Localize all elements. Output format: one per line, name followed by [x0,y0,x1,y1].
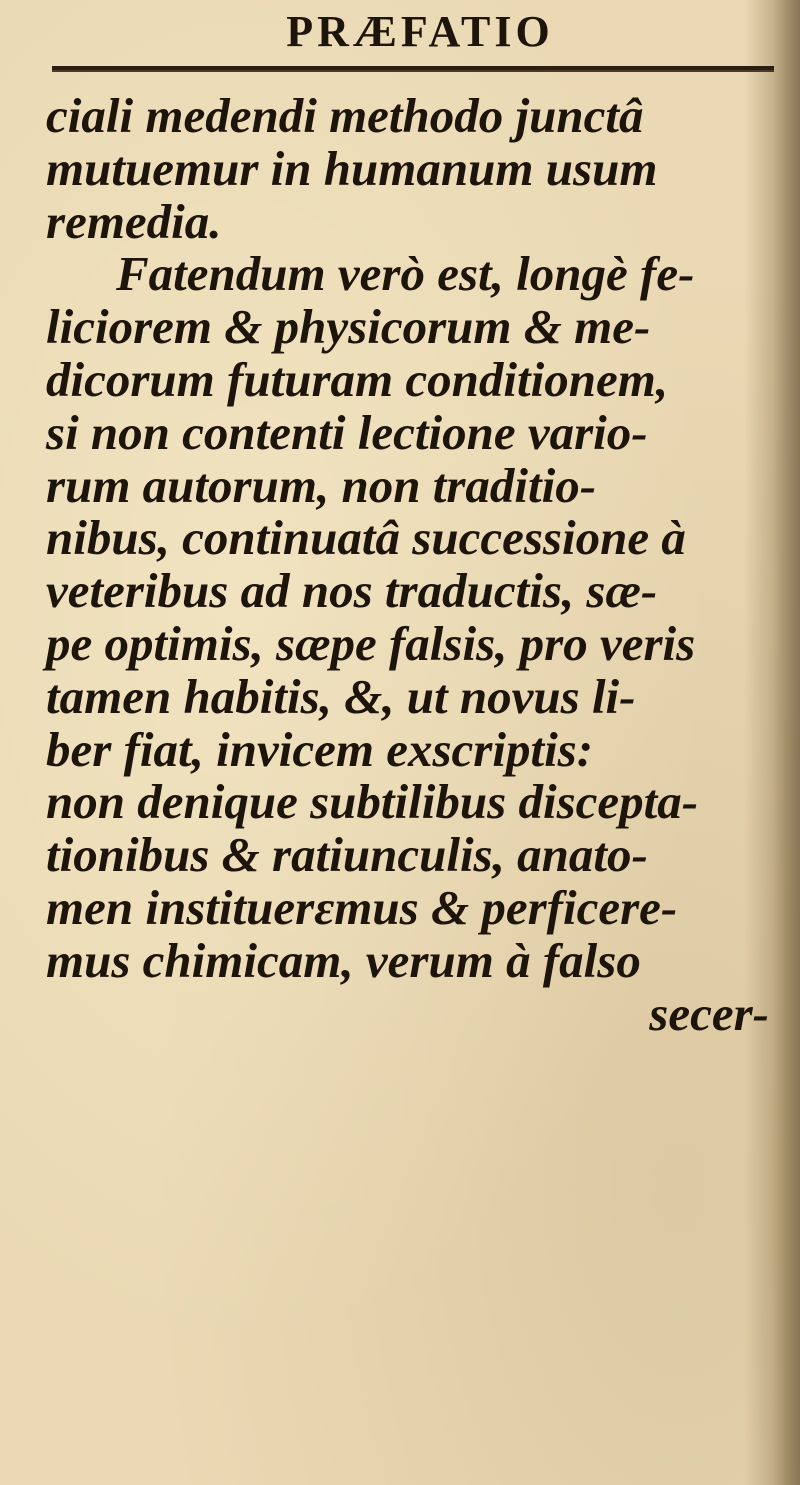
text-line: tionibus & ratiunculis, anato- [46,827,648,883]
text-line: veteribus ad nos traductis, sæ- [46,563,658,619]
text-line: si non contenti lectione vario- [46,404,648,460]
header-rule [52,66,774,72]
catchword: secer- [649,985,769,1041]
text-line: ber fiat, invicem exscriptis: [46,721,594,777]
paragraph-start-line: Fatendum verò est, longè fe- [116,246,695,302]
text-line: ciali medendi methodo junctâ [46,88,644,143]
text-line: liciorem & physicorum & me- [46,299,651,355]
text-line: mutuemur in humanum usum [46,140,658,196]
text-line: tamen habitis, &, ut novus li- [46,668,636,724]
body-text [46,90,781,1040]
running-header [0,6,800,57]
text-line: mus chimicam, verum à falso [46,932,641,988]
text-line: men instituerεmus & perficere- [46,879,678,935]
page-title: PRÆFATIO [286,7,554,56]
text-line: non denique subtilibus discepta- [46,774,699,830]
page-gutter-edge [772,0,800,1485]
text-line: remedia. [46,193,222,249]
text-line: pe optimis, sæpe falsis, pro veris [46,615,696,671]
text-line: dicorum futuram conditionem, [46,351,669,407]
text-line: nibus, continuatâ successione à [46,510,686,566]
text-line: rum autorum, non traditio- [46,457,597,513]
